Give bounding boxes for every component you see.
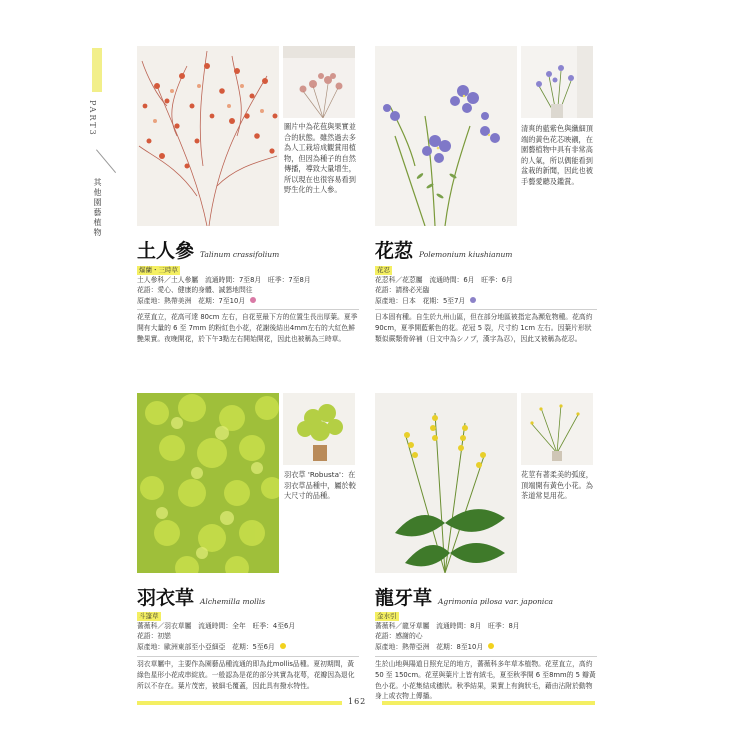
tujinseng-title	[137, 236, 279, 263]
longyacao-main-photo	[375, 393, 517, 573]
yuyicao-flower-language: 花語：初戀	[137, 632, 171, 641]
longyacao-description: 生於山地與陽道日照充足的地方，薔薇科多年草本植物。花莖直立，高約 50 至 150cm。花莖與葉片上皆有絨毛，夏至秋季開 6 至8mm的 5 瓣黃色小花。小花集結成穗狀。秋季結果，果實上有鉤狀毛，藉由沾附於動物身上或衣物上傳播。	[375, 660, 596, 701]
tujinseng-description: 花莖直立，花高可達 80cm 左右，自花莖最下方的位置生長出厚葉。夏季開有大量的 6 至 7mm 的粉紅色小花，花謝後結出4mm左右的大紅色鮮艷果實。夜晚開花，於下午3點左右開始開花，因此也被稱為三時草。	[137, 313, 358, 343]
yuyicao-origin-row	[137, 642, 359, 652]
yuyicao-main-photo	[137, 393, 279, 573]
sidebar-divider	[96, 149, 116, 173]
huaren-alias-tag: 花忍	[377, 266, 390, 274]
longyacao-origin-row	[375, 642, 597, 652]
huaren-origin-text: 原產地：日本 花期：5至7月	[375, 296, 466, 305]
yuyicao-caption: 羽衣草 'Robusta'：在羽衣草品種中，屬於較大尺寸的品種。	[284, 470, 356, 500]
yuyicao-description: 羽衣草屬中，主要作為園藝品種流通的即為此mollis品種。夏初期間，黃綠色星形小花成串綻放。一般認為是花的部分其實為花萼，花瓣因為退化所以不存在。葉片茂密，被細毛覆蓋，因此具有撥水特性。	[137, 660, 355, 690]
huaren-flower-language: 花語：請務必光臨	[375, 286, 430, 295]
tujinseng-title-text: 土人參	[137, 240, 195, 262]
huaren-description: 日本固有種。自生於九州山區，但在部分地區被指定為瀕危物種。花高約 90cm，夏季開藍紫色的花。花冠 5 裂，尺寸約 1cm 左右。因葉片形狀類似蕨類骨碎補（日文中為シノブ，漢字為忍），因此又被稱為花忍。	[375, 313, 593, 343]
longyacao-alias-tag: 金水引	[377, 612, 397, 620]
yuyicao-color-dot	[280, 643, 286, 649]
yuyicao-title-text: 羽衣草	[137, 587, 195, 609]
tujinseng-info	[137, 275, 359, 306]
longyacao-caption: 花莖有著柔美的弧度，頂端開有黃色小花。為茶道常見用花。	[521, 470, 593, 500]
longyacao-origin-text: 原產地：熱帶亞洲 花期：8至10月	[375, 642, 484, 651]
longyacao-color-dot	[488, 643, 494, 649]
huaren-title	[375, 236, 512, 263]
yuyicao-family-row: 薔薇科／羽衣草屬 流通時間：全年 旺季：4至6月	[137, 622, 296, 630]
huaren-caption: 清爽的藍紫色與纖細頂端的黃色花芯映襯，在園藝植物中具有非常高的人氣，所以偶能看到盆栽的新聞，因此也被手藝愛聽及鑑賞。	[521, 124, 593, 186]
yuyicao-inset-photo	[283, 393, 355, 465]
tujinseng-main-photo	[137, 46, 279, 226]
longyacao-family-row: 薔薇科／龍牙草屬 流通時間：8月 旺季：8月	[375, 622, 520, 630]
tujinseng-family-row: 土人參科／土人參屬 流通時間：7至8月 旺季：7至8月	[137, 276, 311, 284]
huaren-family-row: 花荵科／花荵屬 流通時間：6月 旺季：6月	[375, 276, 513, 284]
huaren-title-text: 花荵	[375, 240, 414, 262]
tujinseng-caption: 圖片中為花苞與果實並合的狀態。雖然過去多為人工栽培成觀賞用植物，但因為種子的自然傳播，導致大量增生，所以現在也很容易看到野生化的土人參。	[284, 122, 356, 194]
page-bar-left	[137, 701, 342, 705]
yuyicao-separator	[137, 656, 359, 657]
tujinseng-alias-tag: 爆蘭・三時草	[139, 266, 178, 274]
sidebar-category: 其他園藝植物	[93, 178, 102, 238]
tujinseng-latin-name: Talinum crassifolium	[200, 250, 280, 259]
longyacao-info	[375, 621, 597, 652]
tujinseng-separator	[137, 309, 359, 310]
tujinseng-origin-text: 原產地：熱帶美洲 花期：7至10月	[137, 296, 246, 305]
page-number: 162	[348, 697, 367, 706]
tujinseng-color-dot	[250, 297, 256, 303]
huaren-separator	[375, 309, 597, 310]
yuyicao-origin-text: 原產地：歐洲東部至小亞細亞 花期：5至6月	[137, 642, 275, 651]
huaren-info	[375, 275, 597, 306]
yuyicao-info	[137, 621, 359, 652]
longyacao-flower-language: 花語：感謝的心	[375, 632, 423, 641]
longyacao-latin-name: Agrimonia pilosa var. japonica	[438, 597, 553, 606]
huaren-origin-row	[375, 296, 597, 306]
longyacao-title	[375, 583, 553, 610]
huaren-color-dot	[470, 297, 476, 303]
page-bar-right	[382, 701, 595, 705]
longyacao-inset-photo	[521, 393, 593, 465]
tujinseng-origin-row	[137, 296, 359, 306]
tujinseng-flower-language: 花語：愛心、健康的身體、誠懇地問往	[137, 286, 253, 295]
sidebar-part-label: PART3	[88, 100, 97, 137]
longyacao-title-text: 龍牙草	[375, 587, 433, 609]
tujinseng-inset-photo	[283, 46, 355, 118]
huaren-main-photo	[375, 46, 517, 226]
yuyicao-title	[137, 583, 265, 610]
yuyicao-alias-tag: 斗篷草	[139, 612, 159, 620]
longyacao-separator	[375, 656, 597, 657]
huaren-latin-name: Polemonium kiushianum	[419, 250, 513, 259]
yuyicao-latin-name: Alchemilla mollis	[200, 597, 266, 606]
huaren-inset-photo	[521, 46, 593, 118]
sidebar-tab	[92, 48, 102, 92]
